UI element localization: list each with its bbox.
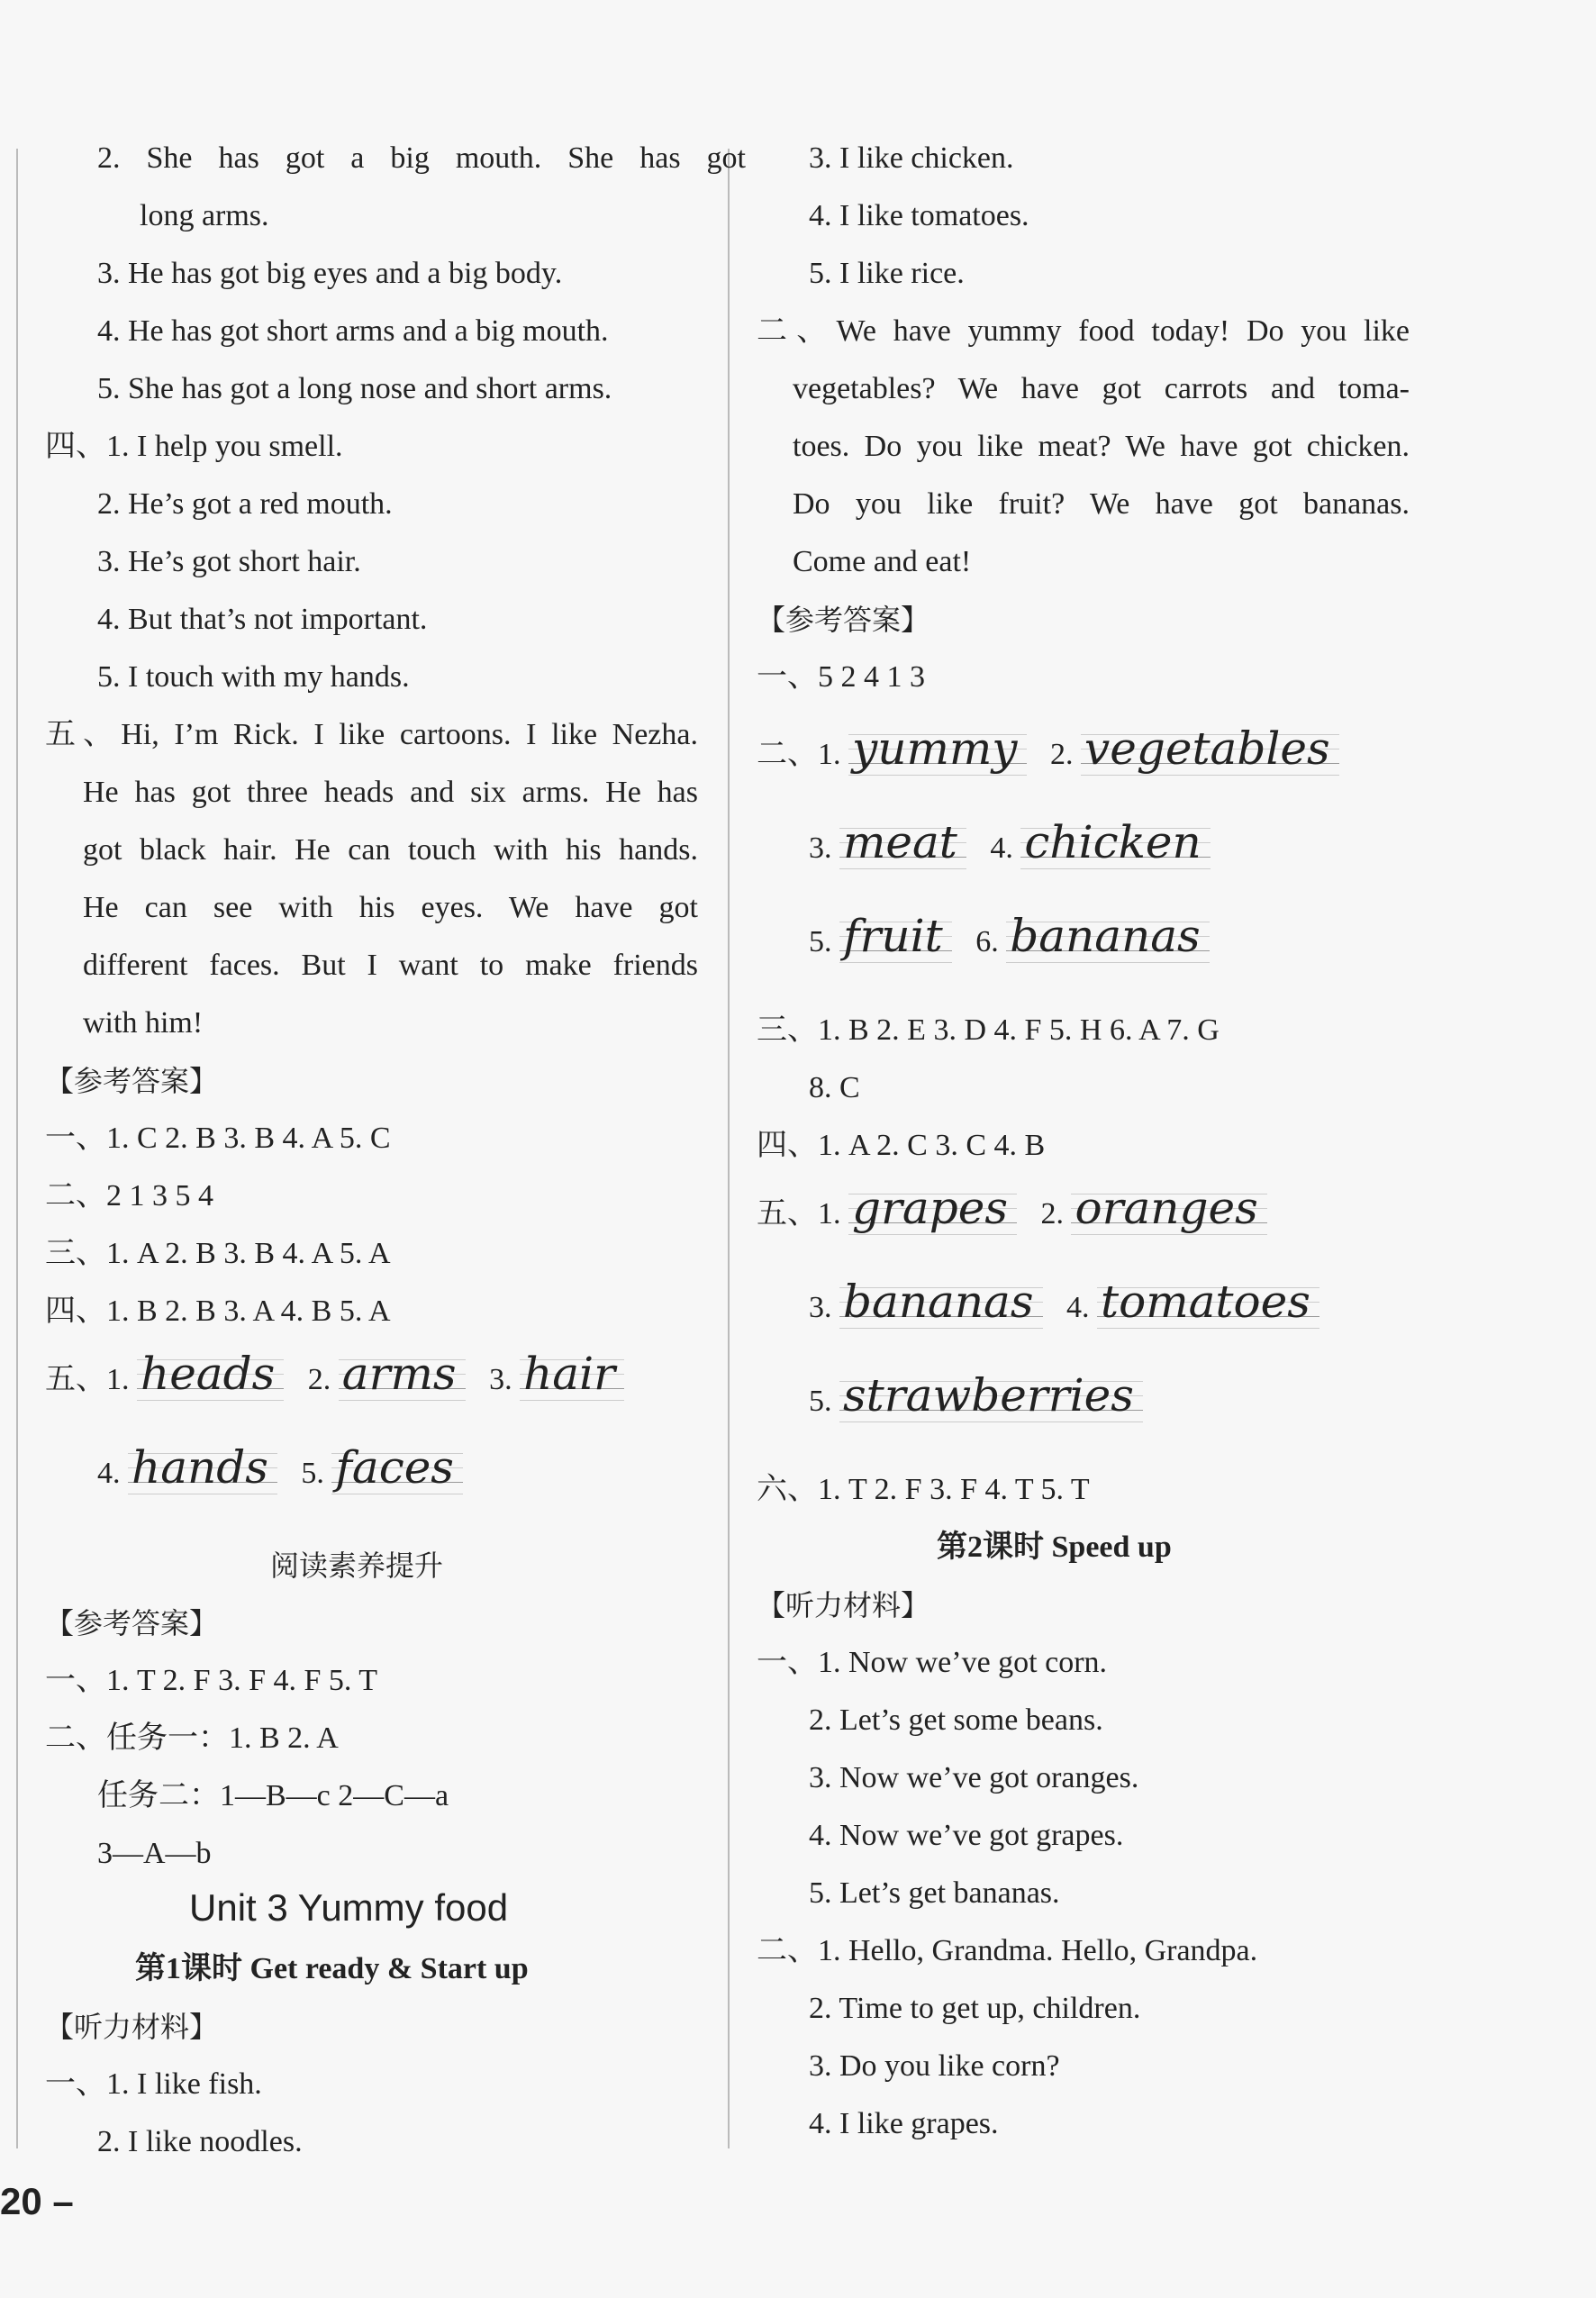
text-line: 5. I touch with my hands. [97, 660, 410, 694]
answer-line: 一、1. C 2. B 3. B 4. A 5. C [45, 1122, 391, 1155]
item-number: 5. [301, 1457, 324, 1490]
item-number: 4. [990, 831, 1013, 865]
text-line: 3. Now we’ve got oranges. [809, 1761, 1139, 1794]
column-divider [728, 149, 730, 2148]
unit-title: Unit 3 Yummy food [189, 1886, 509, 1929]
text-line: 3. Do you like corn? [809, 2049, 1060, 2083]
handwriting-row [757, 722, 1339, 776]
handwriting-row [757, 1181, 1267, 1235]
text-line: 二、We have yummy food today! Do you like [757, 314, 1410, 348]
item-number: 五、1. [45, 1363, 130, 1396]
text-line: 5. Let’s get bananas. [809, 1876, 1060, 1910]
handwritten-answer: vegetables [1081, 722, 1339, 776]
text-line: 2. He’s got a red mouth. [97, 487, 393, 521]
handwritten-answer: bananas [1006, 909, 1210, 963]
answer-line: 一、5 2 4 1 3 [757, 660, 925, 694]
answers-heading: 【参考答案】 [757, 603, 930, 637]
text-line: 4. I like tomatoes. [809, 199, 1029, 232]
text-line: 3. I like chicken. [809, 141, 1014, 175]
text-line: 3. He has got big eyes and a big body. [97, 257, 563, 290]
text-line: with him! [83, 1006, 204, 1040]
handwritten-answer: faces [331, 1440, 463, 1494]
text-line: 4. But that’s not important. [97, 603, 428, 636]
text-line: 4. I like grapes. [809, 2107, 999, 2140]
handwritten-answer: meat [839, 815, 966, 869]
handwritten-answer: fruit [839, 909, 952, 963]
text-line: 4. Now we’ve got grapes. [809, 1819, 1124, 1852]
item-number: 5. [809, 925, 832, 958]
answer-line: 任务二：1—B—c 2—C—a [97, 1779, 449, 1812]
item-number: 1. [818, 1197, 841, 1231]
text-line: He can see with his eyes. We have got [83, 891, 698, 924]
item-number: 2. [1040, 1197, 1064, 1231]
answer-line: 一、1. T 2. F 3. F 4. F 5. T [45, 1664, 378, 1697]
handwritten-answer: yummy [848, 722, 1027, 776]
item-number: 3. [809, 1291, 832, 1324]
handwritten-answer: hands [128, 1440, 277, 1494]
item-number: 五、 [757, 1197, 818, 1231]
answer-line: 8. C [809, 1071, 860, 1104]
handwritten-answer: bananas [839, 1275, 1043, 1329]
text-line: Come and eat! [793, 545, 972, 578]
handwritten-answer: strawberries [839, 1368, 1143, 1422]
handwritten-answer: arms [339, 1347, 466, 1401]
text-line: 一、1. I like fish. [45, 2067, 262, 2101]
text-line: 2. Time to get up, children. [809, 1992, 1141, 2025]
item-number: 3. [809, 831, 832, 865]
handwriting-row [45, 1347, 624, 1401]
text-line: vegetables? We have got carrots and toma- [793, 372, 1410, 405]
handwriting-row [809, 815, 1211, 869]
text-line: He has got three heads and six arms. He has [83, 776, 698, 809]
item-number: 4. [97, 1457, 121, 1490]
item-number: 3. [489, 1363, 512, 1396]
text-line: 2. Let’s get some beans. [809, 1703, 1103, 1737]
item-number: 1. [818, 738, 841, 771]
text-line: different faces. But I want to make friends [83, 949, 698, 982]
answer-line: 三、1. A 2. B 3. B 4. A 5. A [45, 1237, 391, 1270]
handwritten-answer: heads [137, 1347, 284, 1401]
page-number: 20 – [0, 2180, 74, 2222]
left-margin-line [16, 149, 18, 2148]
text-line: 3. He’s got short hair. [97, 545, 361, 578]
text-line: 2. I like noodles. [97, 2125, 303, 2158]
text-line: 4. He has got short arms and a big mouth. [97, 314, 609, 348]
text-line: 5. I like rice. [809, 257, 965, 290]
text-line: got black hair. He can touch with his hands. [83, 833, 698, 867]
answer-line: 四、1. B 2. B 3. A 4. B 5. A [45, 1294, 391, 1328]
listening-heading: 【听力材料】 [45, 2010, 219, 2044]
text-line: 四、1. I help you smell. [45, 430, 343, 463]
text-line: 二、1. Hello, Grandma. Hello, Grandpa. [757, 1934, 1258, 1967]
handwritten-answer: oranges [1071, 1181, 1266, 1235]
answers-heading: 【参考答案】 [45, 1064, 219, 1098]
text-line: long arms. [140, 199, 269, 232]
answer-line: 3—A—b [97, 1837, 212, 1870]
handwritten-answer: grapes [848, 1181, 1017, 1235]
text-line: 一、1. Now we’ve got corn. [757, 1646, 1108, 1679]
lesson-title: 第1课时 Get ready & Start up [135, 1952, 529, 1985]
text-line: Do you like fruit? We have got bananas. [793, 487, 1410, 521]
handwriting-row [809, 1368, 1143, 1422]
answer-line: 二、2 1 3 5 4 [45, 1179, 213, 1213]
text-line: 2. She has got a big mouth. She has got [97, 141, 746, 175]
answers-heading: 【参考答案】 [45, 1606, 219, 1640]
handwritten-answer: chicken [1020, 815, 1210, 869]
text-line: 5. She has got a long nose and short arms. [97, 372, 612, 405]
item-number: 二、 [757, 738, 818, 771]
answer-line: 三、1. B 2. E 3. D 4. F 5. H 6. A 7. G [757, 1013, 1220, 1047]
handwriting-row [809, 909, 1210, 963]
text-line: 五、Hi, I’m Rick. I like cartoons. I like Nezha. [45, 718, 698, 751]
section-title: 阅读素养提升 [270, 1549, 444, 1583]
item-number: 2. [1050, 738, 1074, 771]
item-number: 4. [1066, 1291, 1090, 1324]
lesson-title: 第2课时 Speed up [937, 1530, 1172, 1564]
text-line: toes. Do you like meat? We have got chicken. [793, 430, 1410, 463]
handwriting-row [97, 1440, 463, 1494]
answer-line: 六、1. T 2. F 3. F 4. T 5. T [757, 1473, 1090, 1506]
item-number: 5. [809, 1385, 832, 1418]
answer-line: 二、任务一：1. B 2. A [45, 1721, 339, 1755]
item-number: 2. [307, 1363, 331, 1396]
handwritten-answer: tomatoes [1097, 1275, 1319, 1329]
listening-heading: 【听力材料】 [757, 1588, 930, 1622]
answer-line: 四、1. A 2. C 3. C 4. B [757, 1129, 1046, 1162]
handwritten-answer: hair [520, 1347, 624, 1401]
item-number: 6. [975, 925, 999, 958]
handwriting-row [809, 1275, 1319, 1329]
